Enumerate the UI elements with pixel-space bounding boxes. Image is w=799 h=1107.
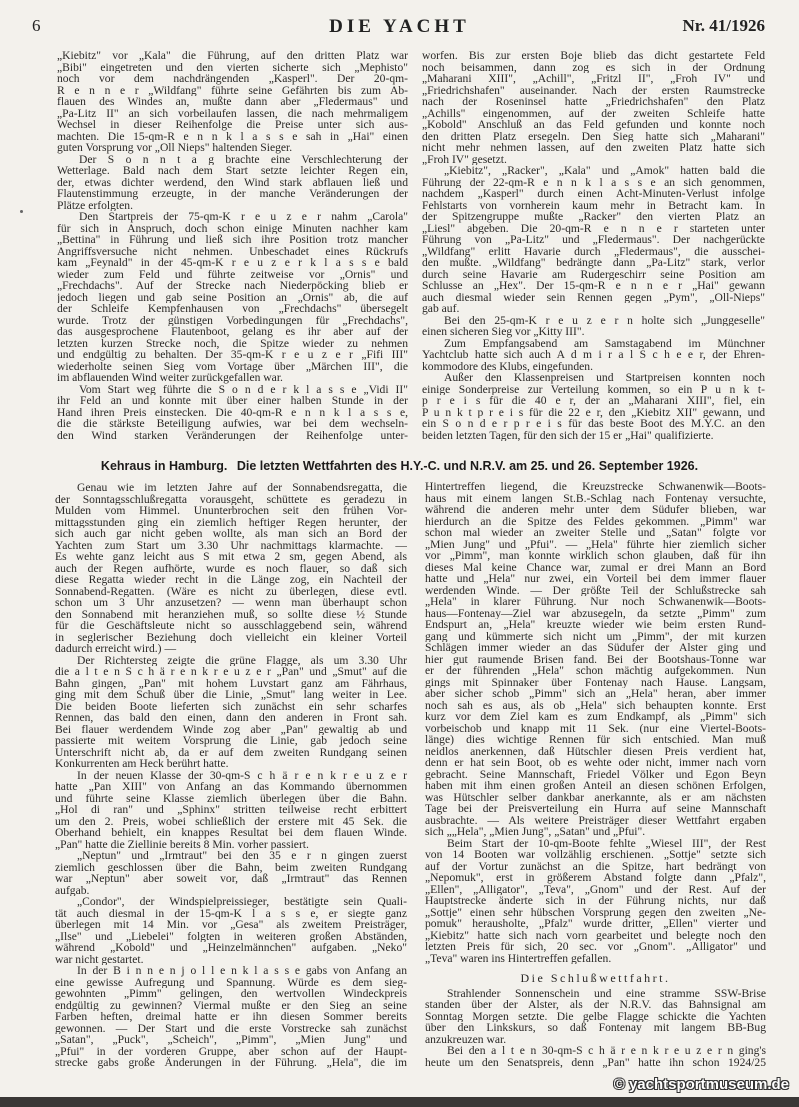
- text-line: sich auch gar nicht geben wollte, als man sich an Bord der: [55, 528, 407, 540]
- text-line: Rennen, das bald den einen, dann den anderen in Front sah.: [55, 712, 407, 724]
- text-line: und führte seine Klasse ziemlich überlegen über die Bahn.: [55, 792, 407, 804]
- text-line: Vom Start weg führte die S o n d e r k l a s s e „Vidi II": [79, 383, 408, 395]
- text-line: worfen. Bis zur ersten Boje blieb das dicht gestartete Feld: [422, 50, 765, 62]
- text-line: ziemlich geschlossen über die Bahn, beim zweiten Rundgang: [55, 861, 407, 873]
- text-line: auch der Regen aufhörte, wurde es noch flauer, so daß sich: [55, 562, 407, 574]
- text-line: haus—Fontenay—Ziel war abzusegeln, da setzte „Pimm" zum: [425, 607, 766, 619]
- text-line: „Frechdachs". Auf der Strecke nach Niederpöcking blieb er: [57, 280, 408, 292]
- text-line: wieder zum Feld und führte zeitweise vor „Ornis" und: [57, 268, 408, 280]
- text-line: war nicht gestartet.: [55, 953, 144, 965]
- text-line: wurde. Trotz der günstigen Vorbedingungen für „Frechdachs",: [57, 314, 408, 326]
- text-line: Strahlender Sonnenschein und eine stramme SSW-Brise: [447, 987, 766, 999]
- text-line: In der neuen Klasse der 30-qm-S c h ä r e n k r e u z e r: [77, 769, 407, 781]
- text-line: p r e i s für die 40 e r, der an „Maharani XIII", fiel, ein: [422, 395, 765, 407]
- text-line: Sonnabend-Regatten. (Wäre es nicht zu überlegen, diese evtl.: [55, 585, 407, 597]
- text-line: Mulden vom Himmel. Ununterbrochen seit den frühen Vor-: [55, 505, 407, 517]
- text-line: gings mit Spinnaker über Fontenay nach Hause. Langsam,: [425, 676, 766, 688]
- text-line: nachdem „Kasperl" durch einen Acht-Minuten-Verlust infolge: [422, 188, 765, 200]
- text-line: der, etwas dichter werdend, den Wind stark abflauen ließ und: [57, 176, 408, 188]
- text-line: Bei den a l t e n 30-qm-S c h ä r e n k r e u z e r n ging's: [447, 1045, 766, 1057]
- text-line: haus mit einem langen St.B.-Schlag nach Fontenay versuchte,: [425, 492, 766, 504]
- text-line: hatte „Pan XIII" von Anfang an das Kommando übernommen: [55, 781, 407, 793]
- text-line: gebracht. Seine Mannschaft, Friedel Völker und Egon Beyn: [425, 768, 766, 780]
- text-line: „Teva" waren ins Hintertreffen gefallen.: [425, 952, 612, 964]
- text-line: eine gewisse Aufregung und Spannung. Würde es dem sieg-: [55, 976, 407, 988]
- text-line: der Sonntagsschlußregatta vorausgeht, schüttete es geradezu in: [55, 493, 407, 505]
- text-line: kurz vor dem Ziel kam es zum Endkampf, als „Pimm" sich: [425, 711, 766, 723]
- text-line: den mußte. „Wildfang" bedrängte dann „Pa-Litz" stark, verlor: [422, 257, 765, 269]
- text-line: „Wildfang" erlitt Havarie durch „Fledermaus", die ausschei-: [422, 245, 765, 257]
- text-line: ihr Feld an und konnte mit über einer halben Stunde in der: [57, 395, 408, 407]
- section-subheading: Die Schlußwettfahrt.: [520, 971, 671, 985]
- text-line: das ausgesprochene Flautenboot, gelang es ihr aber auf der: [57, 326, 408, 338]
- text-line: „Ilse" und „Liebelei" folgten in weiteren großen Abständen,: [55, 930, 407, 942]
- text-line: strecke gabs große Änderungen in der Führung. „Hela", die im: [55, 1057, 407, 1069]
- text-line: Zum Empfangsabend am Samstagabend im Münchner: [444, 337, 765, 349]
- text-line: von 14 Booten war vollzählig erschienen. „Sottje" setzte sich: [425, 849, 766, 861]
- text-line: Es wehte ganz leicht aus S mit etwa 2 sm, gegen Abend, als: [55, 551, 407, 563]
- text-line: Konkurrenten am Heck berührt hatte.: [55, 758, 229, 770]
- paragraph: [57, 384, 408, 442]
- paragraph: [425, 1045, 766, 1068]
- text-line: sich „„Hela", „Mien Jung", „Satan" und „Pfui".: [425, 826, 646, 838]
- text-line: noch vor dem nachdrängenden „Kasperl". Der 20-qm-: [57, 73, 408, 85]
- text-line: Sonntag Morgen setzte. Die gelbe Flagge schickte die Yachten: [425, 1010, 766, 1022]
- text-line: Die beiden Boote lieferten sich zunächst ein sehr scharfes: [55, 700, 407, 712]
- text-line: Schlusse an „Hex". Der 15-qm-R e n n e r „Hai" gewann: [422, 280, 765, 292]
- text-line: „Achills" eingenommen, auf der zweiten Schleife hatte: [422, 107, 765, 119]
- text-line: Fehlstarts von vornherein kaum mehr in Betracht kam. In: [422, 199, 765, 211]
- paragraph: [425, 838, 766, 965]
- paragraph: [425, 481, 766, 838]
- text-line: Unterschrift nicht ab, da er auf dem zweiten Rundgang seinen: [55, 746, 407, 758]
- text-line: „Friedrichshafen" auseinander. Nach der ersten Raumstrecke: [422, 84, 765, 96]
- text-line: schon um 3 Uhr anzusetzen? — wenn man überhaupt schon: [55, 597, 407, 609]
- paragraph: [422, 165, 765, 315]
- top-left-column: [57, 50, 408, 441]
- text-line: auch diesmal wieder sein Rennen gegen „Pym", „Oll-Nieps": [422, 291, 765, 303]
- text-line: „Hol di ran" und „Sphinx" stritten teilweise recht erbittert: [55, 804, 407, 816]
- text-line: diese Regatta wieder recht in die Länge zog, ein Nachteil der: [55, 574, 407, 586]
- paragraph: [57, 211, 408, 384]
- text-line: Bei den 25-qm-K r e u z e r n holte sich „Junggeselle": [444, 314, 765, 326]
- text-line: den Sonnabend mit heranziehen muß, so sollte diese ½ Stunde: [55, 608, 407, 620]
- headline-kicker: Kehraus in Hamburg.: [100, 459, 228, 473]
- text-line: Der S o n n t a g brachte eine Verschlechterung der: [79, 153, 408, 165]
- text-line: wiederholte seinen Sieg vom Vortage über „Märchen III", die: [57, 360, 408, 372]
- text-line: Führung der 22-qm-R e n n k l a s s e an sich genommen,: [422, 176, 765, 188]
- text-line: Der Richtersteg zeigte die grüne Flagge, als um 3.30 Uhr: [77, 654, 407, 666]
- top-right-column: [422, 50, 765, 441]
- text-line: gewonnen. — Der Start und die erste Vorstrecke sah zunächst: [55, 1022, 407, 1034]
- paragraph: [55, 850, 407, 896]
- text-line: der Schleife Kempfenhausen von „Frechdachs" übersegelt: [57, 303, 408, 315]
- scan-edge: [0, 1097, 799, 1107]
- paragraph: [422, 372, 765, 441]
- text-line: gang und kümmerte sich nicht um „Pimm", der mit kurzen: [425, 630, 766, 642]
- text-line: Yachtclub hatte sich auch A d m i r a l S c h e e r, der Ehren-: [422, 349, 765, 361]
- text-line: einen sicheren Sieg vor „Kitty III".: [422, 326, 585, 338]
- text-line: war „Neptun" aber soweit vor, daß „Irmtraut" das Rennen: [55, 873, 407, 885]
- text-line: flauen des Windes an, mußte dann aber „Fledermaus" und: [57, 96, 408, 108]
- paragraph: [55, 655, 407, 770]
- text-line: Bei flauer werdendem Winde zog aber „Pan" gewaltig ab und: [55, 723, 407, 735]
- text-line: um den 2. Preis, wobei schließlich der erstere mit 45 Sek. die: [55, 815, 407, 827]
- text-line: standen über der Alster, als der N.R.V. das Bahnsignal am: [425, 999, 766, 1011]
- text-line: noch beisammen, dann zog es sich in der Ordnung: [422, 61, 765, 73]
- text-line: er der führenden „Hela" schon mächtig aufgekommen. Nun: [425, 665, 766, 677]
- text-line: schon mal wieder an zweiter Stelle und „Satan" folgte vor: [425, 527, 766, 539]
- text-line: auf der Vortur zunächst an die Spitze, hart bedrängt von: [425, 860, 766, 872]
- text-line: kommodore des Klubs, eingefunden.: [422, 360, 593, 372]
- text-line: nach der Roseninsel hatte „Friedrichshafen" den Platz: [422, 96, 765, 108]
- text-line: jedoch liegen und gab seine Position an „Ornis" ab, die auf: [57, 291, 408, 303]
- text-line: endgültig zu gewinnen? Viermal mußte er den Sieg an seine: [55, 999, 407, 1011]
- text-line: der Spitzengruppe mußte „Racker" den vierten Platz an: [422, 211, 765, 223]
- text-line: Genau wie im letzten Jahre auf der Sonnabendsregatta, die: [77, 482, 407, 494]
- text-line: Yachten zum Start um 3.30 Uhr nachmittags klarmachte. —: [55, 539, 407, 551]
- text-line: haben mit ihm einen großen Anteil an diesen schönen Erfolgen,: [425, 780, 766, 792]
- paragraph: [55, 482, 407, 655]
- text-line: Schlägen immer wieder an das Südufer der Alster ging und: [425, 642, 766, 654]
- text-line: „Liesl" abgeben. Die 20-qm-R e n n e r starteten unter: [422, 222, 765, 234]
- text-line: im abflauenden Wind weiter zurückgefallen war.: [57, 372, 283, 384]
- text-line: „Pan" hatte die Ziellinie bereits 8 Min. vorher passiert.: [55, 838, 309, 850]
- text-line: über den Linkskurs, so daß Fontenay mit langem BB-Bug: [425, 1022, 766, 1034]
- text-line: den Wind starken Veränderungen der Reihenfolge unter-: [57, 429, 408, 441]
- text-line: „Hela" in klarer Führung. Nur noch Schwanenwik—Boots-: [425, 596, 766, 608]
- text-line: Tage bei der Preisverteilung ein Hurra auf seine Mannschaft: [425, 803, 766, 815]
- text-line: noch sah es aus, als ob „Hela" sich behaupten konnte. Erst: [425, 699, 766, 711]
- text-line: die die stärkste Beteiligung aufwies, war bei dem wechseln-: [57, 418, 408, 430]
- paragraph: [57, 154, 408, 212]
- text-line: passierte mit weitem Vorsprung die Linie, gab jedoch seine: [55, 735, 407, 747]
- text-line: Hand ihren Preis einstecken. Die 40-qm-R e n n k l a s s e,: [57, 406, 408, 418]
- text-line: für sich in Anspruch, doch schon einige Minuten nachher kam: [57, 222, 408, 234]
- text-line: „Satan", „Puck", „Scheich", „Pimm", „Mien Jung" und: [55, 1034, 407, 1046]
- text-line: Flautenstimmung erzeugte, in der manche Veränderungen der: [57, 188, 408, 200]
- text-line: P u n k t p r e i s für die 22 e r, den „Kiebitz XII" gewann, und: [422, 406, 765, 418]
- text-line: Außer den Klassenpreisen und Startpreisen konnten noch: [444, 372, 765, 384]
- text-line: Farben heften, dreimal hatte er ihn diesen Sommer bereits: [55, 1011, 407, 1023]
- paragraph: [55, 896, 407, 965]
- text-line: In der B i n n e n j o l l e n k l a s s e gabs von Anfang an: [77, 965, 407, 977]
- text-line: während die anderen mehr unter dem Südufer blieben, war: [425, 504, 766, 516]
- text-line: „Mien Jung" und „Pfui". — „Hela" führte hier ziemlich sicher: [425, 538, 766, 550]
- text-line: „Neptun" und „Irmtraut" bei den 35 e r n gingen zuerst: [77, 850, 407, 862]
- text-line: Plätze erfolgten.: [57, 199, 133, 211]
- text-line: letzten kurzen Strecke noch, die Spitze wieder zu nehmen: [57, 337, 408, 349]
- text-line: letzten Preis für sich, 20 sec. vor „Gnom". „Alligator" und: [425, 941, 766, 953]
- text-line: neidlos anerkennen, daß Hütschler diesen Preis verdient hat,: [425, 745, 766, 757]
- paragraph: [422, 338, 765, 373]
- text-line: vorbeischob und knapp mit 11 Sek. (nur eine Viertel-Boots-: [425, 722, 766, 734]
- issue-number: Nr. 41/1926: [682, 16, 765, 35]
- text-line: „Kiebitz" hatte sich nach vorn gearbeitet und belegte noch den: [425, 929, 766, 941]
- text-line: Bahn gingen, „Pan" mit hohem Luvstart ganz am Fährhaus,: [55, 677, 407, 689]
- article-headline: [0, 459, 799, 473]
- text-line: Beim Start der 10-qm-Boote fehlte „Wiesel III", der Rest: [447, 837, 766, 849]
- text-line: „Kiebitz" vor „Kala" die Führung, auf den dritten Platz war: [57, 50, 408, 62]
- text-line: werdenden Winde. — Der größte Teil der Schlußstrecke sah: [425, 584, 766, 596]
- text-line: hier gut raumende Brisen fand. Bei der Bootshaus-Tonne war: [425, 653, 766, 665]
- text-line: R e n n e r „Wildfang" führte seine Gefährten bis zum Ab-: [57, 84, 408, 96]
- text-line: die a l t e n S c h ä r e n k r e u z e r „Pan" und „Smut" auf die: [55, 666, 407, 678]
- text-line: hierdurch an die Spitze des Feldes gekommen. „Pimm" war: [425, 515, 766, 527]
- text-line: für die Geschäftsleute nicht so ausschlaggebend sein, während: [55, 620, 407, 632]
- text-line: aber sicher schob „Pimm" sich an „Hela" heran, aber immer: [425, 688, 766, 700]
- paragraph: [55, 770, 407, 851]
- paragraph: [57, 50, 408, 154]
- text-line: durch seine Havarie am Rudergeschirr seine Position am: [422, 268, 765, 280]
- text-line: machten. Die 15-qm-R e n n k l a s s e sah in „Hai" einen: [57, 130, 408, 142]
- headline-title: Die letzten Wettfahrten des H.Y.-C. und N.R.V. am 25. und 26. September 1926.: [236, 459, 699, 473]
- text-line: heute um den Senatspreis, denn „Pan" hatte ihn schon 1924/25: [425, 1056, 766, 1068]
- text-line: hatte und „Hela" nur zwei, ein Vorteil bei dem immer flauer: [425, 573, 766, 585]
- text-line: Angriffsversuche nicht nehmen. Unbeschadet eines Rückrufs: [57, 245, 408, 257]
- bottom-right-column: [425, 481, 766, 1068]
- text-line: Hintertreffen liegend, die Kreuzstrecke Schwanenwik—Boots-: [425, 481, 766, 493]
- text-line: überlegen mit 14 Min. vor „Gesa" als zweitem Preisträger,: [55, 919, 407, 931]
- text-line: denn er hat sein Boot, ob es wehte oder nicht, immer nach vorn: [425, 757, 766, 769]
- text-line: Wetterlage. Bald nach dem Start setzte leichter Regen ein,: [57, 165, 408, 177]
- text-line: guten Vorsprung vor „Oll Nieps" haltenden Sieger.: [57, 142, 293, 154]
- paragraph: [55, 965, 407, 1069]
- paragraph: [422, 315, 765, 338]
- bottom-left-column: [55, 482, 407, 1069]
- text-line: Führung von „Pa-Litz" und „Fledermaus". Der nachgerückte: [422, 234, 765, 246]
- text-line: „Pfui" in der vorderen Gruppe, aber schon auf der Haupt-: [55, 1045, 407, 1057]
- text-line: „Kobold" Anschluß an das Feld gefunden und konnte noch: [422, 119, 765, 131]
- magazine-title: DIE YACHT: [329, 16, 470, 37]
- text-line: Hauptstrecke änderte sich in der Führung nichts, nur daß: [425, 895, 766, 907]
- text-line: „Sottje" einen sehr hübschen Vorsprung gegen den zweiten „Ne-: [425, 906, 766, 918]
- text-line: Wechsel in dieser Reihenfolge die Preise unter sich aus-: [57, 119, 408, 131]
- text-line: ein S o n d e r p r e i s für das beste Boot des M.Y.C. an den: [422, 418, 765, 430]
- scan-speck: [20, 210, 23, 213]
- text-line: aufgab.: [55, 884, 90, 896]
- text-line: anzukreuzen war.: [425, 1033, 507, 1045]
- text-line: den dritten Platz ersegeln. Den Sieg hatte sich „Maharani": [422, 130, 765, 142]
- text-line: was Hütschler selber dankbar anerkannte, als er am nächsten: [425, 791, 766, 803]
- text-line: dieses Mal keine Chance war, zumal er drei Mann an Bord: [425, 561, 766, 573]
- text-line: mittagsstunden ging ein ziemlich heftiger Regen herunter, der: [55, 516, 407, 528]
- paragraph: [422, 50, 765, 165]
- text-line: dadurch erreicht wird.) —: [55, 643, 177, 655]
- text-line: „Maharani XIII", „Achill", „Fritzl II", „Froh IV" und: [422, 73, 765, 85]
- text-line: und endgültig zu behalten. Der 35-qm-K r e u z e r „Fifi III": [57, 349, 408, 361]
- text-line: „Kiebitz", „Racker", „Kala" und „Amok" hatten bald die: [444, 165, 765, 177]
- text-line: „Condor", der Windspielpreissieger, bestätigte sein Quali-: [77, 896, 407, 908]
- page-number: 6: [32, 16, 41, 35]
- text-line: einige Sonderpreise zur Verteilung kommen, so ein P u n k t-: [422, 383, 765, 395]
- text-line: länge) dies wichtige Rennen für sich entschied. Man muß: [425, 734, 766, 746]
- text-line: Endspurt an, „Hela" kreuzte wieder wie beim ersten Rund-: [425, 619, 766, 631]
- text-line: „Pa-Litz II" an sich vorbeilaufen lassen, die nach mehrmaligem: [57, 107, 408, 119]
- text-line: „Nepomuk", erst in größerem Abstand folgte dann „Pfalz",: [425, 872, 766, 884]
- paragraph: [425, 988, 766, 1046]
- text-line: kam „Feynald" in der 45-qm-K r e u z e r k l a s s e bald: [57, 257, 408, 269]
- text-line: ausbrachte. — Als weitere Preisträger dieser Wettfahrt ergaben: [425, 814, 766, 826]
- text-line: ging mit dem Schuß über die Linie, „Smut" lang weiter in Lee.: [55, 689, 407, 701]
- text-line: nicht mehr nehmen lassen, auf den zweiten Platz hatte sich: [422, 142, 765, 154]
- text-line: beiden letzten Tagen, für den sich der 15 er „Hai" qualifizierte.: [422, 429, 714, 441]
- text-line: Oberhand behielt, ein knappes Resultat bei dem flauen Winde.: [55, 827, 407, 839]
- watermark: © yachtsportmuseum.de: [613, 1076, 789, 1093]
- text-line: vor „Pimm", man konnte wirklich schon glauben, daß für ihn: [425, 550, 766, 562]
- text-line: gab auf.: [422, 303, 460, 315]
- text-line: in seglerischer Beziehung doch vielleicht ein kleiner Vorteil: [55, 631, 407, 643]
- text-line: während „Kobold" und „Heinzelmännchen" aufgaben. „Neko": [55, 942, 407, 954]
- text-line: Den Startpreis der 75-qm-K r e u z e r nahm „Carola": [79, 211, 408, 223]
- text-line: „Froh IV" gesetzt.: [422, 153, 507, 165]
- text-line: „Ellen", „Alligator", „Teva", „Gnom" und der Rest. Auf der: [425, 883, 766, 895]
- text-line: „Bettina" in Führung und ließ sich ihre Position trotz mancher: [57, 234, 408, 246]
- text-line: gewohnten „Pimm" gelingen, den wertvollen Windeckpreis: [55, 988, 407, 1000]
- text-line: „Bibi" eingetreten und den vierten sicherte sich „Mephisto": [57, 61, 408, 73]
- text-line: pomuk" herausholte, „Pfalz" wurde dritter, „Ellen" vierter und: [425, 918, 766, 930]
- text-line: tät auch diesmal in der 15-qm-K l a s s e, er siegte ganz: [55, 907, 407, 919]
